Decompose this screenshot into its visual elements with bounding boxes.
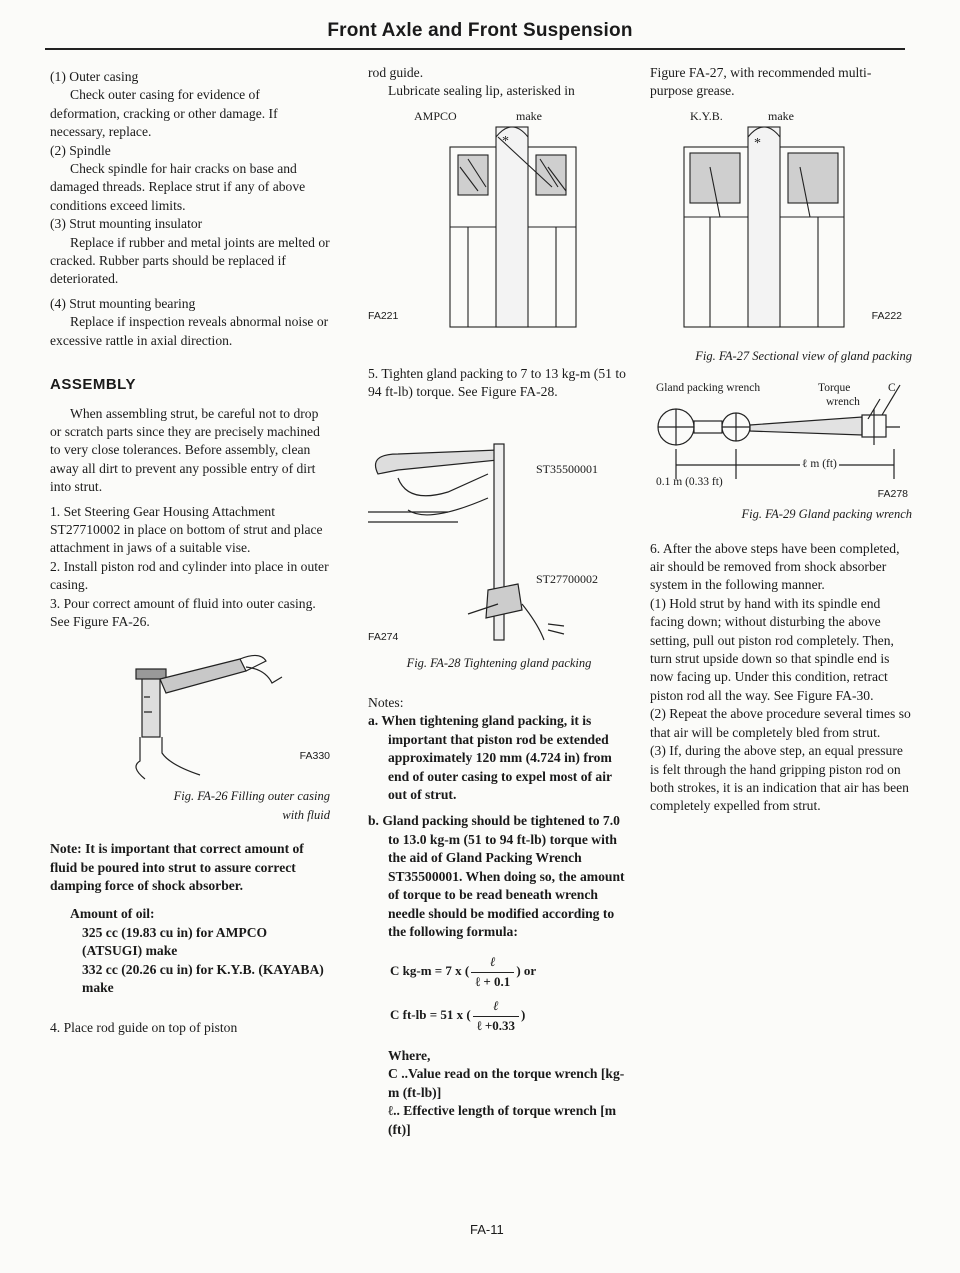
dim-l-m: ℓ m (ft) xyxy=(800,455,839,473)
outer-casing-title: (1) Outer casing xyxy=(50,69,139,84)
where-label: Where, xyxy=(388,1047,431,1063)
formula-ftlb-num: ℓ xyxy=(473,997,519,1016)
fig28-caption: Fig. FA-28 Tightening gland packing xyxy=(406,655,592,670)
gland-wrench-label: Gland packing wrench xyxy=(656,382,761,395)
notes-title: Notes: xyxy=(368,695,404,711)
tightening-illustration xyxy=(368,414,630,654)
page-header: Front Axle and Front Suspension xyxy=(327,20,633,41)
step-6-sub-2: (2) Repeat the above procedure several times so that air will be completely bled from strut. xyxy=(650,706,911,740)
step-3: 3. Pour correct amount of fluid into outer casing. See Figure FA-26. xyxy=(50,595,316,629)
bearing-text: Replace if inspection reveals abnormal noise or excessive rattle in axial direction. xyxy=(50,314,329,348)
note-a: a. When tightening gland packing, it is important that piston rod be extended approximately 120 mm (4.724 in) from end of outer casing to expel most of air out of strut. xyxy=(368,713,612,803)
fa274-code: FA274 xyxy=(368,630,399,643)
spindle-text: Check spindle for hair cracks on base and damaged threads. Replace strut if any of above conditions exceed limits. xyxy=(50,161,306,213)
ampco-label: AMPCO xyxy=(414,108,457,123)
step-4: 4. Place rod guide on top of piston xyxy=(50,1020,238,1036)
insulator-text: Replace if rubber and metal joints are melted or cracked. Rubber parts should be replaced if deteriorated. xyxy=(50,234,330,287)
formula-ftlb-den: ℓ +0.33 xyxy=(476,1017,516,1033)
spindle-title: (2) Spindle xyxy=(50,142,111,158)
fa278-code: FA278 xyxy=(877,488,908,501)
step-5: 5. Tighten gland packing to 7 to 13 kg-m (51 to 94 ft-lb) torque. See Figure FA-28. xyxy=(368,365,626,400)
assembly-heading: ASSEMBLY xyxy=(50,376,136,394)
oil-kyb: 332 cc (20.26 cu in) for K.Y.B. (KAYABA) make xyxy=(82,961,324,996)
tool-st35500001: ST35500001 xyxy=(536,461,599,476)
svg-text:*: * xyxy=(502,133,509,149)
wrench-label: wrench xyxy=(826,396,860,409)
formula-kgm-den: ℓ + 0.1 xyxy=(475,973,511,989)
formula-ftlb xyxy=(390,997,630,1035)
figure-kyb xyxy=(650,107,912,337)
figure-fa26 xyxy=(50,637,330,787)
note-b: b. Gland packing should be tightened to 7.0 to 13.0 kg-m (51 to 94 ft-lb) torque with the aid of Gland Packing Wrench ST35500001. When doing so, the amount of torque to be read beneath wrench needle should be modified according to the following formula: xyxy=(368,813,625,939)
formula-kgm xyxy=(390,953,630,991)
step-6: 6. After the above steps have been completed, air should be removed from shock absorber system in the following manner. xyxy=(650,540,900,593)
outer-casing-text: Check outer casing for evidence of deformation, cracking or other damage. If necessary, replace. xyxy=(50,87,278,140)
step-6-sub-3: (3) If, during the above step, an equal pressure is felt through the hand gripping piston rod on both strokes, it is an indication that air has been completely expelled from strut. xyxy=(650,743,909,814)
ampco-section-illustration xyxy=(368,107,630,337)
assembly-intro: When assembling strut, be careful not to drop or scratch parts since they are precisely machined to very close tolerances. Before assembly, clean away all dirt to prevent any possible entry of dirt into strut. xyxy=(50,405,320,495)
step-2: 2. Install piston rod and cylinder into place in outer casing. xyxy=(50,558,329,593)
fig26-code: FA330 xyxy=(299,750,330,763)
fa222-code: FA222 xyxy=(871,309,902,322)
formula-ftlb-rhs: ) xyxy=(521,1007,526,1023)
fig27-caption: Fig. FA-27 Sectional view of gland packing xyxy=(695,348,912,363)
oil-title: Amount of oil: xyxy=(70,906,155,922)
figure-ampco xyxy=(368,107,630,337)
column-middle xyxy=(368,64,630,1139)
where-c: C ..Value read on the torque wrench [kg-m (ft-lb)] xyxy=(388,1066,625,1100)
figure-fa29 xyxy=(650,379,912,499)
dim-0-1m: 0.1 m (0.33 ft) xyxy=(656,476,723,489)
ampco-make: make xyxy=(516,108,542,123)
fig26-caption-1: Fig. FA-26 Filling outer casing xyxy=(173,789,330,804)
torque-label: Torque xyxy=(818,382,851,395)
bearing-title: (4) Strut mounting bearing xyxy=(50,295,196,311)
svg-text:*: * xyxy=(754,135,761,151)
fig26-caption-2: with fluid xyxy=(282,807,330,822)
kyb-label: K.Y.B. xyxy=(690,108,723,123)
step-1: 1. Set Steering Gear Housing Attachment ST27710002 in place on bottom of strut and place attachment in jaws of a suitable vise. xyxy=(50,503,323,556)
where-l: ℓ.. Effective length of torque wrench [m (ft)] xyxy=(388,1103,617,1137)
insulator-title: (3) Strut mounting insulator xyxy=(50,216,203,232)
fluid-filling-illustration xyxy=(50,637,330,787)
kyb-make: make xyxy=(768,108,794,123)
header-rule xyxy=(45,48,905,50)
torque-c-label: C xyxy=(888,382,896,395)
figure-ref-text: Figure FA-27, with recommended multi-purpose grease. xyxy=(650,65,872,99)
note-text: Note: It is important that correct amount of fluid be poured into strut to assure correct damping force of shock absorber. xyxy=(50,841,304,893)
fig29-caption: Fig. FA-29 Gland packing wrench xyxy=(741,507,912,522)
oil-ampco: 325 cc (19.83 cu in) for AMPCO (ATSUGI) make xyxy=(82,924,268,959)
kyb-section-illustration xyxy=(650,107,912,337)
formula-kgm-num: ℓ xyxy=(471,953,514,972)
tool-st27700002: ST27700002 xyxy=(536,571,599,586)
rod-guide-cont: rod guide. xyxy=(368,65,424,80)
step-6-sub-1: (1) Hold strut by hand with its spindle end facing down; without disturbing the above setting, pull out piston rod completely. Then, turn strut upside down so that spindle end is now facing up. Under this condition, retract piston rod all the way. See Figure FA-30. xyxy=(650,595,894,703)
page-number: FA-11 xyxy=(470,1222,504,1237)
fa221-code: FA221 xyxy=(368,309,399,322)
formula-ftlb-lhs: C ft-lb = 51 x ( xyxy=(390,1007,471,1023)
column-right xyxy=(650,64,912,816)
figure-fa28 xyxy=(368,414,630,654)
lubricate-text: Lubricate sealing lip, asterisked in xyxy=(388,83,575,99)
formula-kgm-lhs: C kg-m = 7 x ( xyxy=(390,963,470,979)
formula-kgm-rhs: ) or xyxy=(516,963,537,979)
column-left xyxy=(50,68,330,1038)
